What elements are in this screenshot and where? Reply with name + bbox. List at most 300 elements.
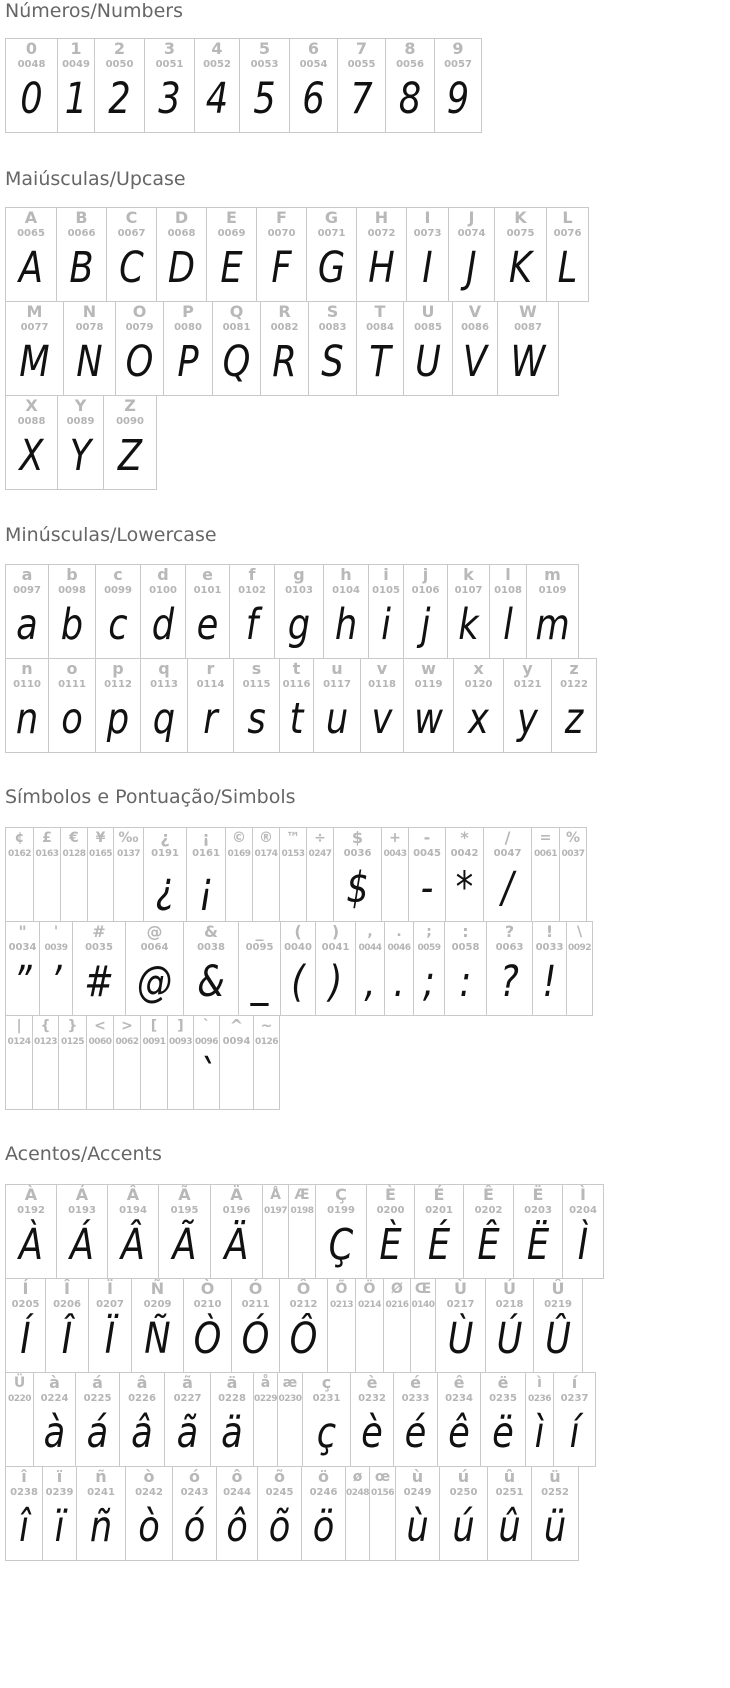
glyph-cell — [306, 207, 357, 302]
glyph-cell — [526, 564, 579, 659]
char-label: Ñ — [150, 1279, 165, 1298]
glyph-cell — [5, 658, 49, 753]
glyph-cell — [5, 1278, 46, 1373]
char-code: 0241 — [87, 1487, 115, 1498]
glyph-cell — [494, 207, 547, 302]
char-code: 0126 — [254, 1037, 279, 1047]
glyph-cell — [33, 1372, 76, 1467]
char-label: Û — [551, 1279, 565, 1298]
char-label: ; — [426, 924, 432, 940]
char-label: õ — [274, 1467, 285, 1486]
glyph-cell — [48, 564, 96, 659]
char-code: 0040 — [284, 942, 312, 953]
char-code: 0156 — [370, 1488, 395, 1498]
glyph-cell — [385, 38, 435, 133]
char-code: 0055 — [347, 59, 376, 70]
glyph-sample: B — [69, 243, 94, 293]
glyph-cell — [434, 38, 482, 133]
glyph-cell — [57, 38, 95, 133]
glyph-cell — [562, 1184, 604, 1279]
glyph-sample: k — [458, 600, 479, 650]
char-code: 0034 — [8, 942, 37, 953]
glyph-cell — [403, 564, 448, 659]
char-label: â — [136, 1373, 148, 1392]
glyph-sample: * — [455, 863, 474, 913]
char-code: 0105 — [372, 585, 400, 596]
char-code: 0123 — [33, 1037, 58, 1047]
glyph-cell — [140, 1015, 168, 1110]
char-label: $ — [351, 828, 364, 847]
glyph-sample: e — [196, 600, 219, 650]
char-code: 0090 — [116, 416, 144, 427]
char-label: u — [331, 659, 343, 678]
glyph-cell — [381, 827, 409, 922]
glyph-sample: 2 — [108, 74, 131, 124]
char-label: Y — [74, 396, 87, 415]
glyph-cell — [408, 827, 446, 922]
char-code: 0036 — [343, 848, 372, 859]
glyph-sample: o — [61, 694, 83, 744]
char-label: Ì — [580, 1185, 586, 1204]
glyph-cell — [327, 1278, 356, 1373]
glyph-sample: ñ — [89, 1502, 113, 1552]
glyph-sample: M — [19, 337, 50, 387]
glyph-cell — [531, 827, 560, 922]
char-label: > — [121, 1018, 133, 1034]
char-code: 0250 — [449, 1487, 478, 1498]
glyph-cell — [437, 1372, 481, 1467]
char-code: 0060 — [88, 1037, 112, 1047]
char-code: 0124 — [7, 1037, 31, 1047]
glyph-cell — [447, 564, 490, 659]
glyph-sample: O — [125, 337, 154, 387]
glyph-sample: ê — [448, 1408, 470, 1458]
glyph-sample: v — [371, 694, 393, 744]
glyph-cell — [395, 1466, 440, 1561]
glyph-sample: V — [462, 337, 488, 387]
glyph-sample: Ï — [104, 1314, 116, 1364]
char-code: 0236 — [527, 1394, 552, 1404]
glyph-cell — [185, 564, 230, 659]
char-code: 0095 — [245, 942, 274, 953]
glyph-sample: ! — [542, 957, 557, 1007]
glyph-sample: ¿ — [155, 863, 175, 913]
char-code: 0202 — [474, 1205, 503, 1216]
char-label: % — [565, 830, 581, 846]
char-code: 0078 — [75, 322, 104, 333]
glyph-sample: W — [510, 337, 546, 387]
glyph-sample: Ì — [577, 1220, 589, 1270]
glyph-sample: w — [414, 694, 443, 744]
section-title: Minúsculas/Lowercase — [5, 524, 217, 546]
char-code: 0051 — [155, 59, 184, 70]
glyph-cell — [32, 1015, 59, 1110]
char-code: 0099 — [104, 585, 132, 596]
glyph-sample: ô — [226, 1502, 248, 1552]
glyph-cell — [183, 921, 239, 1016]
glyph-cell — [444, 921, 487, 1016]
char-code: 0249 — [403, 1487, 432, 1498]
char-code: 0174 — [254, 849, 278, 859]
char-code: 0114 — [196, 679, 225, 690]
char-label: d — [157, 565, 169, 584]
char-code: 0046 — [387, 943, 411, 953]
glyph-cell — [345, 1466, 370, 1561]
glyph-sample: ’ — [50, 957, 62, 1007]
glyph-sample: ` — [197, 1051, 216, 1101]
char-label: ç — [321, 1373, 332, 1392]
char-label: " — [18, 922, 27, 941]
glyph-sample: 9 — [446, 74, 470, 124]
glyph-cell — [279, 658, 314, 753]
glyph-cell — [210, 1372, 254, 1467]
char-label: R — [278, 302, 291, 321]
glyph-sample: ¡ — [198, 863, 214, 913]
glyph-cell — [289, 38, 338, 133]
char-code: 0033 — [535, 942, 564, 953]
char-label: Œ — [414, 1281, 432, 1297]
glyph-cell — [86, 1015, 114, 1110]
char-code: 0238 — [10, 1487, 38, 1498]
char-code: 0107 — [454, 585, 483, 596]
glyph-sample: Û — [545, 1314, 571, 1364]
char-code: 0224 — [40, 1393, 69, 1404]
char-code: 0220 — [7, 1394, 32, 1404]
char-code: 0050 — [105, 59, 134, 70]
glyph-cell — [355, 921, 385, 1016]
glyph-cell — [57, 395, 104, 490]
glyph-sample: 7 — [350, 74, 373, 124]
char-label: È — [385, 1185, 396, 1204]
char-label: ® — [259, 830, 273, 846]
glyph-cell — [5, 1372, 34, 1467]
char-code: 0210 — [193, 1299, 222, 1310]
glyph-cell — [360, 658, 404, 753]
glyph-cell — [487, 1466, 532, 1561]
char-label: ò — [143, 1467, 155, 1486]
glyph-sample: 1 — [64, 74, 88, 124]
glyph-cell — [158, 1184, 211, 1279]
glyph-sample: é — [404, 1408, 427, 1458]
char-label: 6 — [307, 39, 320, 58]
char-label: r — [206, 659, 215, 678]
char-label: - — [423, 828, 431, 847]
glyph-cell — [356, 207, 407, 302]
char-code: 0067 — [117, 228, 146, 239]
glyph-cell — [95, 658, 141, 753]
char-label: Z — [124, 396, 136, 415]
glyph-sample: @ — [136, 957, 173, 1007]
glyph-sample: Ú — [496, 1314, 523, 1364]
glyph-cell — [256, 207, 307, 302]
char-label: _ — [255, 922, 264, 941]
glyph-cell — [125, 1466, 173, 1561]
glyph-cell — [406, 207, 449, 302]
glyph-sample: r — [203, 694, 218, 744]
char-label: v — [376, 659, 388, 678]
char-code: 0056 — [396, 59, 424, 70]
char-label: ¡ — [202, 828, 210, 847]
char-code: 0084 — [366, 322, 394, 333]
glyph-cell — [212, 301, 261, 396]
glyph-cell — [313, 658, 361, 753]
char-code: 0106 — [411, 585, 440, 596]
glyph-sample: N — [76, 337, 103, 387]
glyph-cell — [439, 1466, 488, 1561]
glyph-cell — [115, 301, 164, 396]
glyph-sample: 5 — [253, 74, 276, 124]
char-code: 0227 — [173, 1393, 202, 1404]
char-label: g — [293, 565, 305, 584]
char-label: * — [460, 828, 469, 847]
glyph-sample: Q — [222, 337, 251, 387]
char-code: 0230 — [278, 1394, 302, 1404]
char-code: 0037 — [561, 849, 585, 859]
char-label: q — [158, 659, 170, 678]
glyph-sample: H — [368, 243, 395, 293]
char-code: 0121 — [513, 679, 542, 690]
glyph-sample: F — [271, 243, 292, 293]
glyph-cell — [252, 827, 280, 922]
char-code: 0243 — [180, 1487, 209, 1498]
char-label: Ó — [248, 1279, 263, 1298]
glyph-sample: à — [43, 1408, 66, 1458]
char-label: x — [473, 659, 484, 678]
char-label: k — [463, 565, 474, 584]
glyph-sample: ? — [500, 957, 519, 1007]
char-label: é — [410, 1373, 421, 1392]
char-code: 0137 — [116, 849, 141, 859]
glyph-sample: y — [517, 694, 538, 744]
char-code: 0248 — [346, 1488, 370, 1498]
char-code: 0209 — [143, 1299, 172, 1310]
glyph-sample: Ã — [172, 1220, 197, 1270]
glyph-sample: D — [167, 243, 196, 293]
char-code: 0198 — [290, 1206, 314, 1216]
glyph-cell — [56, 1184, 108, 1279]
char-code: 0247 — [308, 849, 332, 859]
char-label: ÷ — [314, 830, 326, 846]
glyph-cell — [435, 1278, 486, 1373]
glyph-sample: u — [325, 694, 349, 744]
glyph-sample: $ — [346, 863, 369, 913]
char-label: î — [21, 1467, 27, 1486]
char-code: 0082 — [270, 322, 299, 333]
glyph-cell — [533, 1278, 583, 1373]
char-label: ë — [497, 1373, 509, 1392]
char-label: ù — [411, 1467, 424, 1486]
char-code: 0109 — [538, 585, 567, 596]
char-code: 0118 — [368, 679, 396, 690]
char-label: ? — [504, 922, 515, 941]
char-code: 0110 — [13, 679, 41, 690]
glyph-cell — [355, 1278, 384, 1373]
glyph-cell — [253, 1015, 280, 1110]
glyph-cell — [257, 1466, 302, 1561]
char-code: 0065 — [17, 228, 45, 239]
char-code: 0119 — [414, 679, 443, 690]
char-label: D — [174, 208, 189, 227]
char-code: 0104 — [332, 585, 360, 596]
glyph-sample: . — [393, 957, 405, 1007]
glyph-cell — [5, 1466, 43, 1561]
char-label: Í — [22, 1279, 29, 1298]
glyph-cell — [144, 38, 195, 133]
char-code: 0069 — [217, 228, 246, 239]
char-label: Ë — [532, 1185, 544, 1204]
glyph-sample: Ù — [447, 1314, 474, 1364]
char-code: 0098 — [58, 585, 86, 596]
glyph-sample: P — [177, 337, 199, 387]
char-code: 0191 — [151, 848, 179, 859]
glyph-sample: ü — [543, 1502, 567, 1552]
char-label: s — [251, 659, 262, 678]
char-label: Ü — [13, 1375, 26, 1391]
char-code: 0193 — [68, 1205, 96, 1216]
char-label: o — [66, 659, 78, 678]
char-code: 0038 — [197, 942, 225, 953]
glyph-sample: ) — [328, 957, 343, 1007]
char-label: @ — [146, 922, 163, 941]
char-label: L — [562, 208, 573, 227]
glyph-sample: ( — [291, 957, 305, 1007]
char-code: 0042 — [450, 848, 479, 859]
char-code: 0246 — [309, 1487, 338, 1498]
char-code: 0094 — [222, 1036, 251, 1047]
char-code: 0226 — [128, 1393, 156, 1404]
char-code: 0063 — [495, 942, 524, 953]
glyph-sample: b — [60, 600, 84, 650]
glyph-sample: ù — [406, 1502, 429, 1552]
glyph-cell — [42, 1466, 77, 1561]
char-code: 0192 — [17, 1205, 45, 1216]
char-label: N — [82, 302, 97, 321]
char-code: 0233 — [401, 1393, 430, 1404]
char-code: 0043 — [383, 849, 407, 859]
char-label: Ï — [107, 1279, 113, 1298]
char-label: # — [92, 922, 106, 941]
char-code: 0089 — [66, 416, 95, 427]
char-label: G — [324, 208, 339, 227]
char-code: 0169 — [227, 849, 251, 859]
glyph-sample: S — [321, 337, 344, 387]
char-label: Q — [229, 302, 244, 321]
glyph-sample: Y — [69, 431, 92, 481]
char-label: I — [424, 208, 431, 227]
char-code: 0232 — [358, 1393, 386, 1404]
glyph-cell — [559, 827, 587, 922]
glyph-cell — [187, 658, 234, 753]
char-code: 0080 — [174, 322, 202, 333]
glyph-cell — [5, 1184, 57, 1279]
section-title: Acentos/Accents — [5, 1143, 162, 1165]
glyph-cell — [279, 1278, 328, 1373]
glyph-sample: ë — [492, 1408, 514, 1458]
char-label: ¿ — [160, 828, 170, 847]
char-label: m — [544, 565, 561, 584]
glyph-cell — [131, 1278, 184, 1373]
char-code: 0076 — [553, 228, 582, 239]
char-label: j — [422, 565, 429, 584]
glyph-cell — [337, 38, 386, 133]
char-code: 0111 — [58, 679, 86, 690]
glyph-sample: I — [422, 243, 433, 293]
char-label: ^ — [229, 1016, 244, 1035]
char-label: O — [132, 302, 147, 321]
glyph-sample: L — [557, 243, 578, 293]
glyph-cell — [413, 921, 445, 1016]
char-label: ñ — [95, 1467, 107, 1486]
glyph-cell — [216, 1466, 258, 1561]
glyph-sample: Î — [61, 1314, 73, 1364]
char-label: ú — [457, 1467, 470, 1486]
char-code: 0096 — [194, 1037, 219, 1047]
char-label: Ä — [230, 1185, 243, 1204]
char-label: 5 — [258, 39, 271, 58]
glyph-cell — [94, 38, 145, 133]
glyph-cell — [5, 38, 58, 133]
char-code: 0091 — [142, 1037, 166, 1047]
char-code: 0077 — [20, 322, 49, 333]
char-label: £ — [42, 830, 52, 846]
char-label: 0 — [25, 39, 38, 58]
char-code: 0203 — [524, 1205, 552, 1216]
glyph-cell — [253, 1372, 278, 1467]
char-label: ` — [203, 1018, 210, 1034]
char-code: 0075 — [506, 228, 535, 239]
char-label: 7 — [355, 39, 368, 58]
char-label: ü — [549, 1467, 561, 1486]
char-code: 0047 — [493, 848, 522, 859]
glyph-cell — [194, 38, 240, 133]
char-label: & — [204, 922, 218, 941]
glyph-cell — [483, 827, 532, 922]
char-label: © — [232, 830, 246, 846]
char-label: ¢ — [14, 830, 25, 846]
glyph-cell — [210, 1184, 263, 1279]
char-label: A — [24, 208, 38, 227]
char-code: 0048 — [17, 59, 46, 70]
char-code: 0062 — [115, 1037, 139, 1047]
char-code: 0064 — [140, 942, 169, 953]
glyph-cell — [403, 658, 454, 753]
glyph-sample: Á — [69, 1220, 95, 1270]
glyph-sample: a — [16, 600, 38, 650]
char-label: € — [69, 830, 79, 846]
char-label: < — [94, 1018, 106, 1034]
glyph-sample: î — [19, 1502, 29, 1552]
char-code: 0115 — [242, 679, 271, 690]
char-label: Ù — [454, 1279, 467, 1298]
glyph-cell — [525, 1372, 554, 1467]
char-code: 0058 — [451, 942, 480, 953]
char-code: 0214 — [357, 1300, 382, 1310]
glyph-cell — [503, 658, 552, 753]
char-code: 0072 — [367, 228, 396, 239]
char-label: Ò — [200, 1279, 215, 1298]
glyph-sample: ç — [316, 1408, 337, 1458]
char-code: 0102 — [238, 585, 266, 596]
char-code: 0219 — [544, 1299, 572, 1310]
char-label: Â — [126, 1185, 140, 1204]
glyph-cell — [5, 921, 40, 1016]
glyph-cell — [279, 827, 307, 922]
char-label: 2 — [113, 39, 126, 58]
glyph-cell — [143, 827, 187, 922]
char-label: e — [202, 565, 213, 584]
char-label: M — [26, 302, 43, 321]
glyph-cell — [72, 921, 126, 1016]
